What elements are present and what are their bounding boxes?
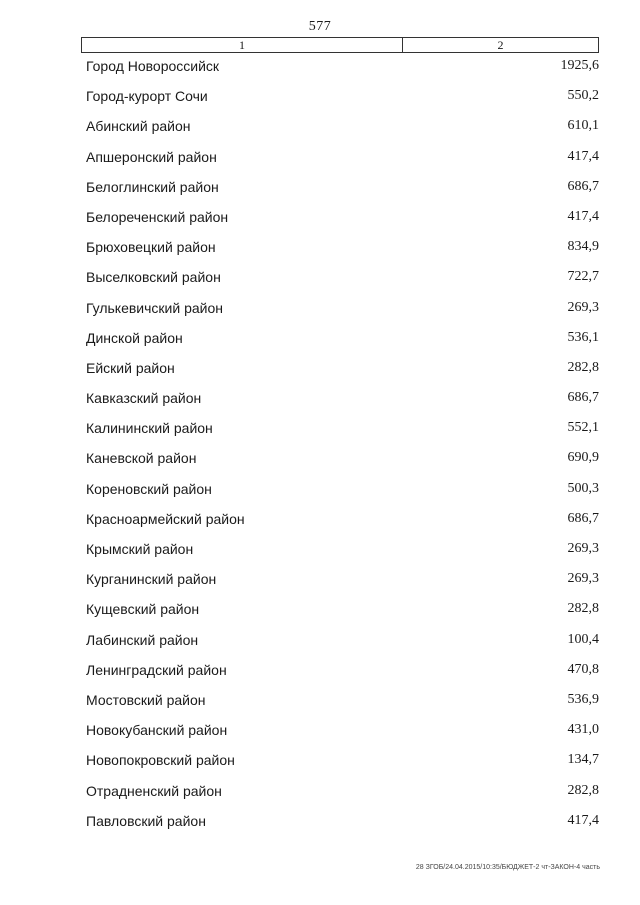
table-body	[0, 57, 640, 842]
row-name: Отрадненский район	[86, 782, 222, 799]
row-value: 834,9	[567, 239, 599, 255]
table-row	[0, 329, 640, 359]
row-value: 536,9	[567, 691, 599, 707]
row-value: 269,3	[567, 571, 599, 587]
table-row	[0, 510, 640, 540]
row-name: Белоглинский район	[86, 178, 219, 195]
row-name: Ленинградский район	[86, 661, 227, 678]
table-row	[0, 600, 640, 630]
row-value: 470,8	[567, 661, 599, 677]
header-column-1: 1	[82, 38, 403, 52]
table-row	[0, 631, 640, 661]
table-row	[0, 570, 640, 600]
table-row	[0, 782, 640, 812]
table-row	[0, 299, 640, 329]
row-value: 550,2	[567, 88, 599, 104]
row-name: Курганинский район	[86, 571, 217, 588]
row-name: Динской район	[86, 329, 183, 346]
row-value: 100,4	[567, 631, 599, 647]
table-row	[0, 540, 640, 570]
row-value: 686,7	[567, 178, 599, 194]
row-name: Каневской район	[86, 450, 197, 467]
row-name: Новопокровский район	[86, 752, 235, 769]
row-name: Лабинский район	[86, 631, 199, 648]
row-value: 269,3	[567, 299, 599, 315]
table-row	[0, 117, 640, 147]
table-row	[0, 178, 640, 208]
row-value: 282,8	[567, 601, 599, 617]
header-column-2: 2	[497, 38, 504, 52]
row-value: 552,1	[567, 420, 599, 436]
row-name: Крымский район	[86, 541, 194, 557]
row-name: Калининский район	[86, 420, 213, 437]
table-row	[0, 812, 640, 842]
table-row	[0, 480, 640, 510]
row-value: 417,4	[567, 148, 599, 164]
row-name: Брюховецкий район	[86, 239, 216, 256]
row-name: Кущевский район	[86, 601, 200, 618]
row-value: 431,0	[567, 722, 599, 738]
row-value: 690,9	[567, 450, 599, 466]
row-value: 536,1	[567, 329, 599, 345]
row-name: Новокубанский район	[86, 722, 228, 739]
table-row	[0, 359, 640, 389]
table-row	[0, 148, 640, 178]
table-row	[0, 449, 640, 479]
row-name: Кореновский район	[86, 480, 212, 497]
footer-stamp: 28 ЗГОБ/24.04.2015/10:35/БЮДЖЕТ-2 чт-ЗАКОН-4 часть	[415, 864, 600, 871]
row-name: Абинский район	[86, 118, 191, 135]
page-number: 577	[308, 19, 332, 34]
row-name: Апшеронский район	[86, 148, 217, 165]
row-value: 722,7	[567, 269, 599, 285]
row-value: 134,7	[567, 752, 599, 768]
row-name: Выселковский район	[86, 269, 221, 286]
row-value: 686,7	[567, 510, 599, 526]
row-value: 500,3	[567, 480, 599, 496]
row-name: Гулькевичский район	[86, 299, 223, 316]
row-value: 282,8	[567, 782, 599, 798]
table-row	[0, 691, 640, 721]
row-name: Город-курорт Сочи	[86, 88, 208, 105]
table-row	[0, 268, 640, 298]
table-row	[0, 208, 640, 238]
row-value: 686,7	[567, 390, 599, 406]
table-row	[0, 721, 640, 751]
row-value: 269,3	[567, 541, 599, 556]
table-row	[0, 87, 640, 117]
row-name: Красноармейский район	[86, 510, 245, 527]
row-name: Белореченский район	[86, 208, 229, 225]
table-row	[0, 661, 640, 691]
row-name: Ейский район	[86, 359, 175, 376]
table-row	[0, 238, 640, 268]
table-row	[0, 751, 640, 781]
row-value: 417,4	[567, 208, 599, 224]
row-value: 417,4	[567, 812, 599, 828]
row-value: 282,8	[567, 359, 599, 375]
table-row	[0, 419, 640, 449]
row-name: Павловский район	[86, 812, 206, 829]
row-name: Мостовский район	[86, 691, 206, 708]
row-value: 610,1	[567, 118, 599, 134]
table-row	[0, 57, 640, 87]
row-value: 1925,6	[560, 58, 599, 73]
table-header	[81, 37, 599, 53]
row-name: Кавказский район	[86, 390, 202, 407]
table-row	[0, 389, 640, 419]
row-name: Город Новороссийск	[86, 58, 220, 74]
